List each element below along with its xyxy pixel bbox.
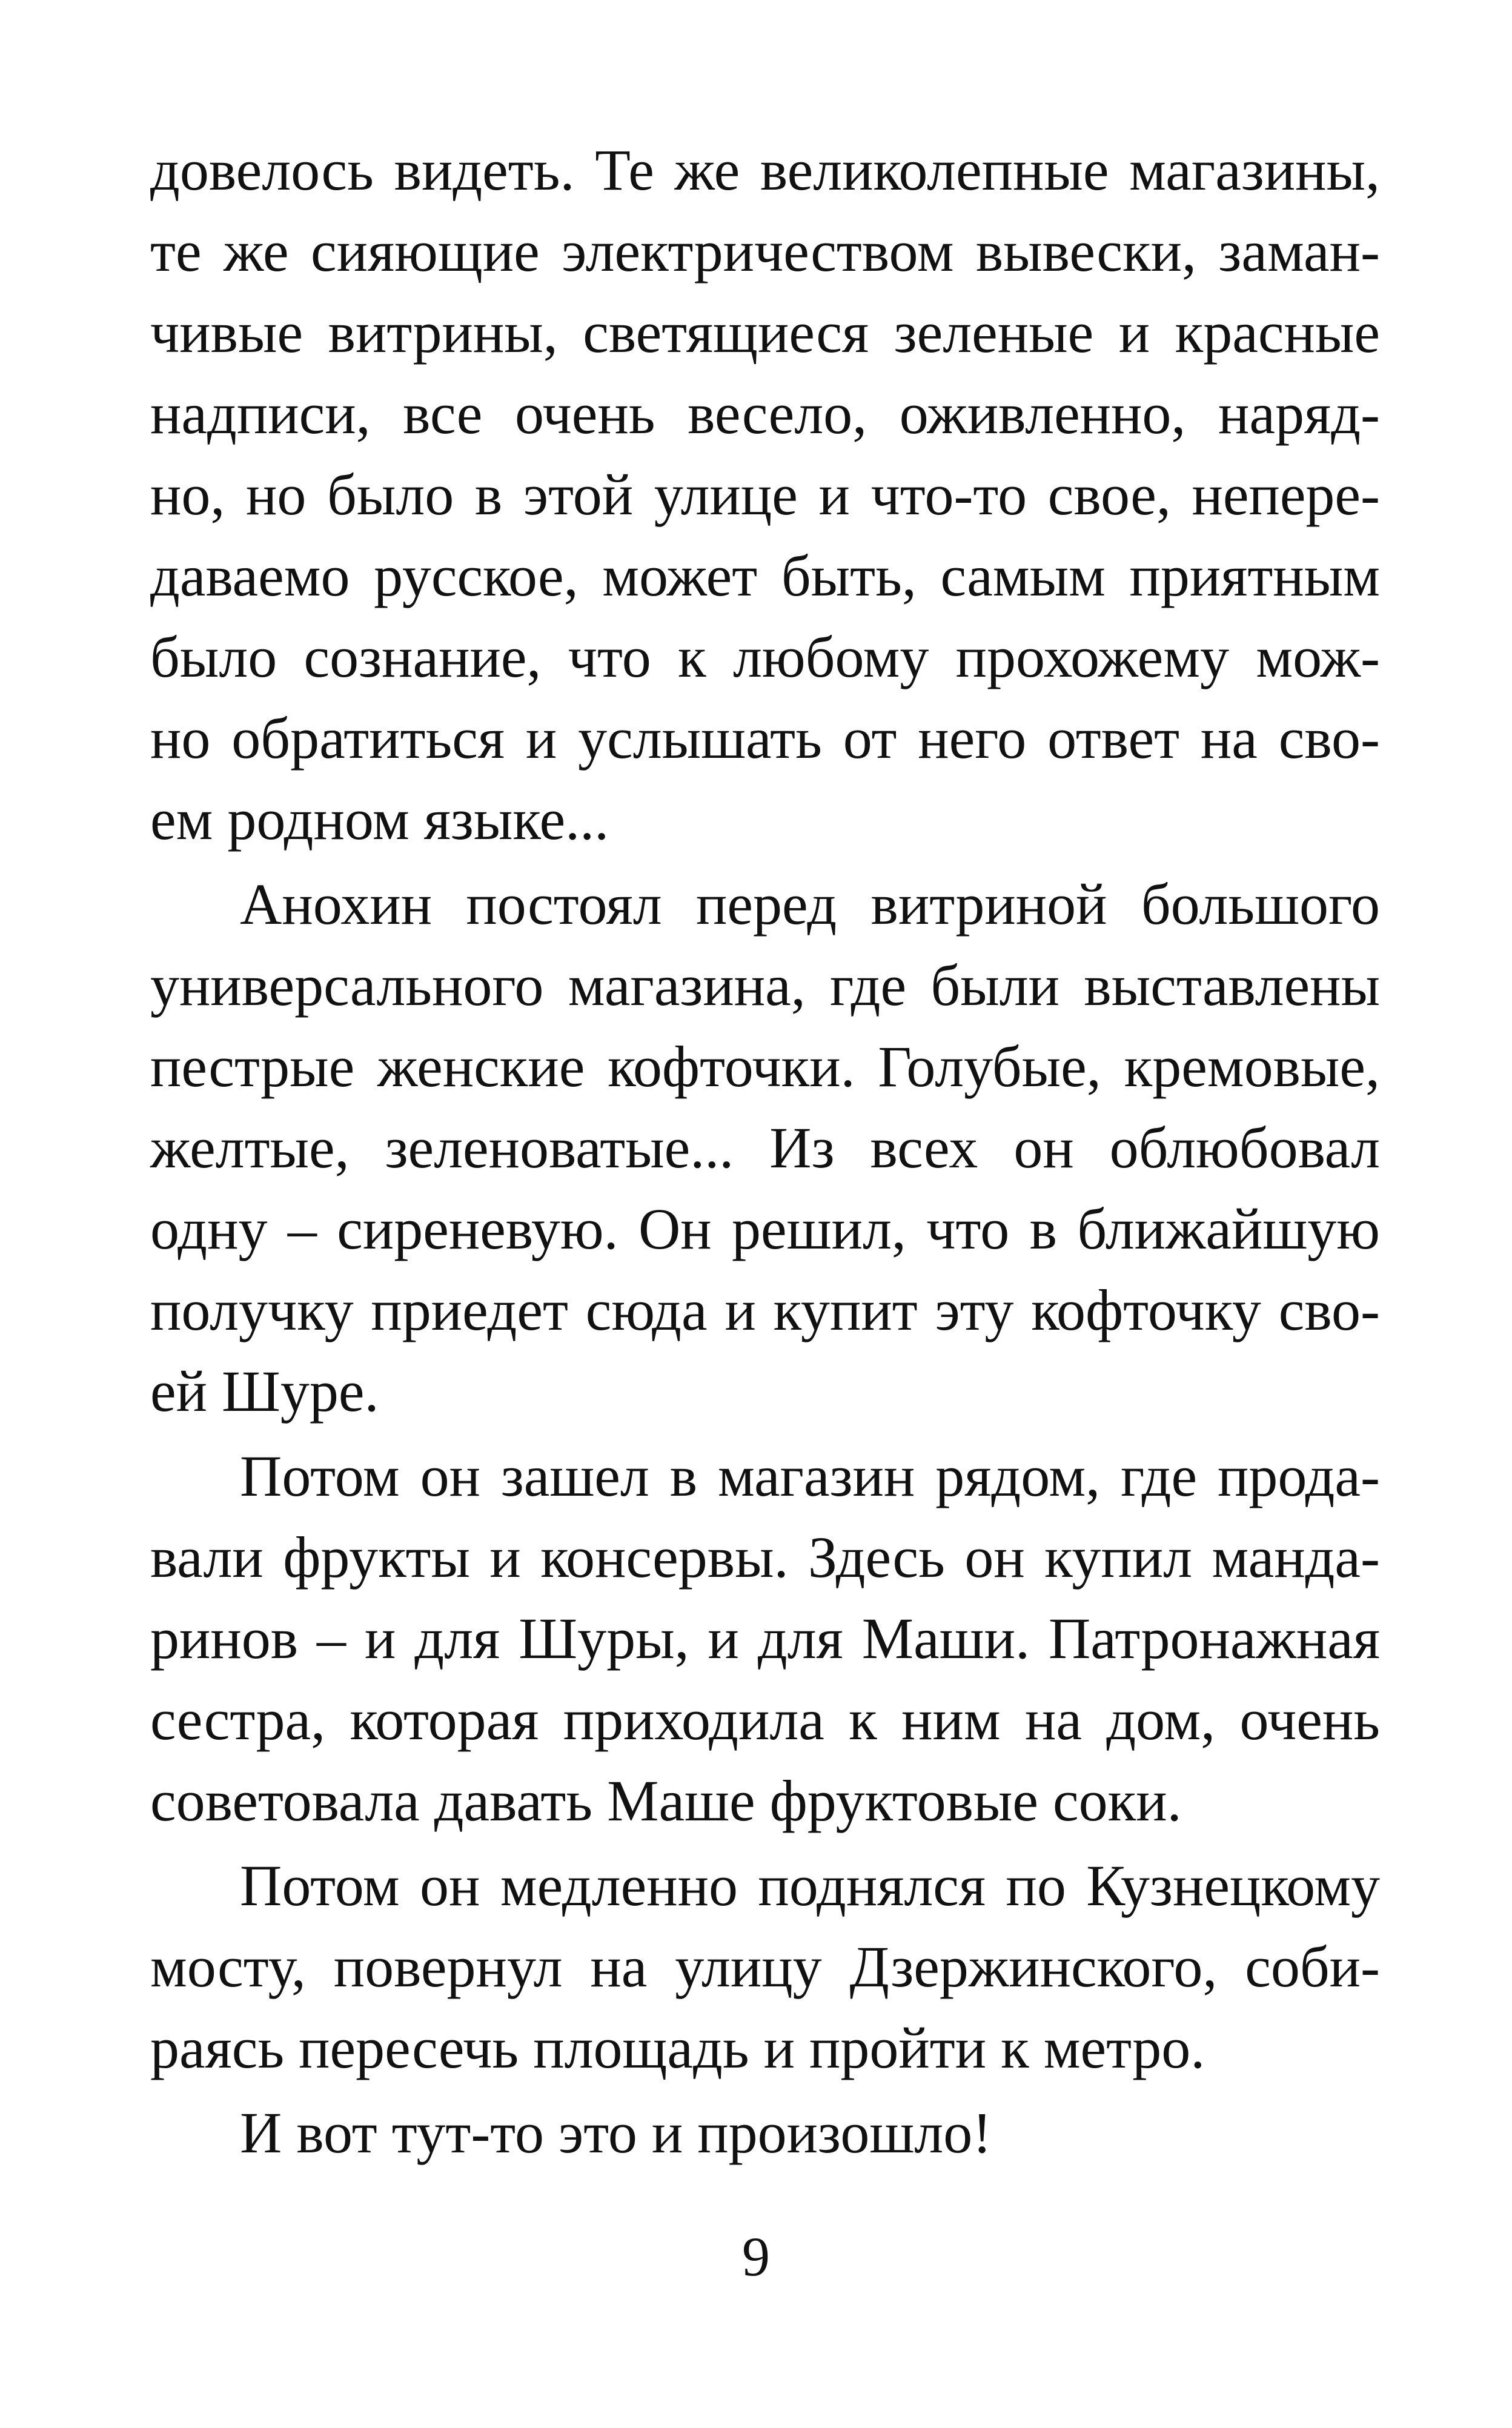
text-line: Потом он медленно поднялся по Кузнецкому (240, 1853, 1380, 1918)
text-line: сестра, которая приходила к ним на дом, очень (150, 1687, 1380, 1752)
text-line: надписи, все очень весело, оживленно, наряд- (150, 381, 1380, 446)
text-line: но обратиться и услышать от него ответ на сво- (150, 706, 1380, 771)
text-line: но, но было в этой улице и что-то свое, непере- (150, 462, 1380, 527)
text-line: универсального магазина, где были выставлены (150, 953, 1380, 1018)
text-line: мосту, повернул на улицу Дзержинского, соби- (150, 1934, 1380, 1999)
text-line: И вот тут-то это и произошло! (240, 2100, 992, 2165)
text-line: Анохин постоял перед витриной большого (240, 872, 1380, 937)
paragraph (150, 864, 1380, 1432)
paragraph (150, 1436, 1380, 1842)
text-line: вали фрукты и консервы. Здесь он купил манда- (150, 1525, 1380, 1590)
paragraph (150, 130, 1380, 860)
text-line: довелось видеть. Те же великолепные магазины, (150, 138, 1380, 202)
text-line: желтые, зеленоватые... Из всех он облюбовал (150, 1115, 1380, 1180)
page-number: 9 (742, 2226, 770, 2287)
text-line: чивые витрины, светящиеся зеленые и красные (150, 300, 1380, 365)
paragraph (150, 2092, 1380, 2174)
text-line: пестрые женские кофточки. Голубые, кремовые, (150, 1034, 1380, 1099)
page-body (150, 130, 1380, 2174)
text-line: даваемо русское, может быть, самым приятным (150, 543, 1380, 608)
text-line: советовала давать Маше фруктовые соки. (150, 1768, 1182, 1833)
text-line: Потом он зашел в магазин рядом, где прода- (240, 1444, 1380, 1508)
text-line: получку приедет сюда и купит эту кофточку сво- (150, 1278, 1380, 1342)
text-line: раясь пересечь площадь и пройти к метро. (150, 2015, 1205, 2080)
paragraph (150, 1845, 1380, 2089)
text-line: ринов – и для Шуры, и для Маши. Патронажная (150, 1606, 1380, 1671)
text-line: те же сияющие электричеством вывески, заман- (150, 219, 1380, 284)
text-line: ем родном языке... (150, 787, 609, 852)
text-line: ей Шуре. (150, 1359, 379, 1424)
text-line: одну – сиреневую. Он решил, что в ближайшую (150, 1196, 1380, 1261)
text-line: было сознание, что к любому прохожему мож- (150, 625, 1380, 689)
